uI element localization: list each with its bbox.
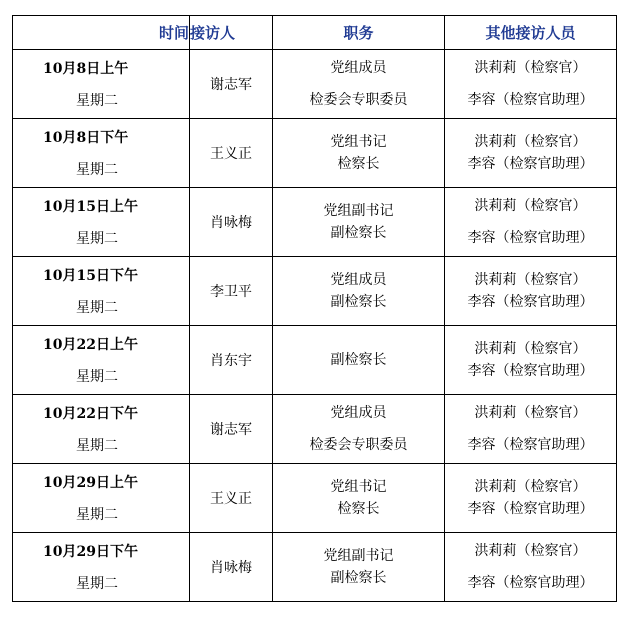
table-row [13,533,617,602]
other-staff-line: 洪莉莉（检察官） [474,341,587,357]
title-cell [273,395,445,464]
time-cell [13,464,190,533]
receiver-cell: 谢志军 [190,395,273,464]
title-cell [273,464,445,533]
table-row [13,464,617,533]
title-line: 党组副书记 [323,203,394,219]
weekday-text: 星期二 [76,369,118,385]
date-text: 10月22日下午 [43,406,138,422]
table-row [13,257,617,326]
schedule-rows [13,50,617,602]
title-line: 党组书记 [330,479,387,495]
weekday-text: 星期二 [76,300,118,316]
date-text: 10月8日下午 [43,130,129,146]
receiver-cell: 肖东宇 [190,326,273,395]
table-row [13,395,617,464]
other-staff-line: 李容（检察官助理） [467,92,594,108]
other-staff-cell [445,326,617,395]
weekday-text: 星期二 [76,507,118,523]
title-line: 党组书记 [330,134,387,150]
weekday-text: 星期二 [76,438,118,454]
other-staff-cell [445,464,617,533]
time-cell [13,326,190,395]
other-staff-line: 洪莉莉（检察官） [474,60,587,76]
table-row [13,119,617,188]
date-text: 10月29日下午 [43,544,138,560]
other-staff-line: 李容（检察官助理） [467,294,594,310]
title-line: 党组成员 [330,272,387,288]
table-row [13,326,617,395]
title-line: 党组成员 [330,60,387,76]
title-cell [273,188,445,257]
title-line: 副检察长 [330,294,387,310]
date-text: 10月8日上午 [43,61,129,77]
other-staff-cell [445,188,617,257]
title-cell [273,257,445,326]
title-cell [273,326,445,395]
time-cell [13,395,190,464]
date-text: 10月29日上午 [43,475,138,491]
date-text: 10月22日上午 [43,337,138,353]
other-staff-line: 李容（检察官助理） [467,156,594,172]
header-receiver: 接访人 [190,16,273,50]
weekday-text: 星期二 [76,576,118,592]
weekday-text: 星期二 [76,93,118,109]
other-staff-line: 洪莉莉（检察官） [474,479,587,495]
date-text: 10月15日上午 [43,199,138,215]
reception-schedule-table [12,15,617,602]
weekday-text: 星期二 [76,231,118,247]
receiver-cell: 肖咏梅 [190,188,273,257]
header-time: 时间 [13,16,190,50]
title-line: 党组成员 [330,405,387,421]
receiver-cell: 王义正 [190,119,273,188]
other-staff-cell [445,533,617,602]
title-line: 检察长 [337,501,380,517]
time-cell [13,257,190,326]
title-cell [273,50,445,119]
time-cell [13,119,190,188]
header-title: 职务 [273,16,445,50]
title-line: 检委会专职委员 [309,92,408,108]
time-cell [13,50,190,119]
receiver-cell: 谢志军 [190,50,273,119]
other-staff-line: 洪莉莉（检察官） [474,272,587,288]
other-staff-line: 洪莉莉（检察官） [474,134,587,150]
other-staff-line: 洪莉莉（检察官） [474,198,587,214]
other-staff-line: 洪莉莉（检察官） [474,543,587,559]
title-line: 检察长 [337,156,380,172]
other-staff-line: 李容（检察官助理） [467,230,594,246]
weekday-text: 星期二 [76,162,118,178]
other-staff-line: 洪莉莉（检察官） [474,405,587,421]
title-line: 副检察长 [330,225,387,241]
table-row [13,50,617,119]
title-line: 检委会专职委员 [309,437,408,453]
other-staff-cell [445,50,617,119]
title-cell [273,119,445,188]
title-line: 副检察长 [330,570,387,586]
header-other: 其他接访人员 [445,16,617,50]
other-staff-line: 李容（检察官助理） [467,437,594,453]
receiver-cell: 王义正 [190,464,273,533]
other-staff-cell [445,395,617,464]
time-cell [13,533,190,602]
title-cell [273,533,445,602]
receiver-cell: 李卫平 [190,257,273,326]
title-line: 副检察长 [330,352,387,368]
other-staff-cell [445,257,617,326]
other-staff-line: 李容（检察官助理） [467,501,594,517]
other-staff-cell [445,119,617,188]
title-line: 党组副书记 [323,548,394,564]
time-cell [13,188,190,257]
receiver-cell: 肖咏梅 [190,533,273,602]
other-staff-line: 李容（检察官助理） [467,363,594,379]
other-staff-line: 李容（检察官助理） [467,575,594,591]
header-row [13,16,617,50]
table-row [13,188,617,257]
date-text: 10月15日下午 [43,268,138,284]
